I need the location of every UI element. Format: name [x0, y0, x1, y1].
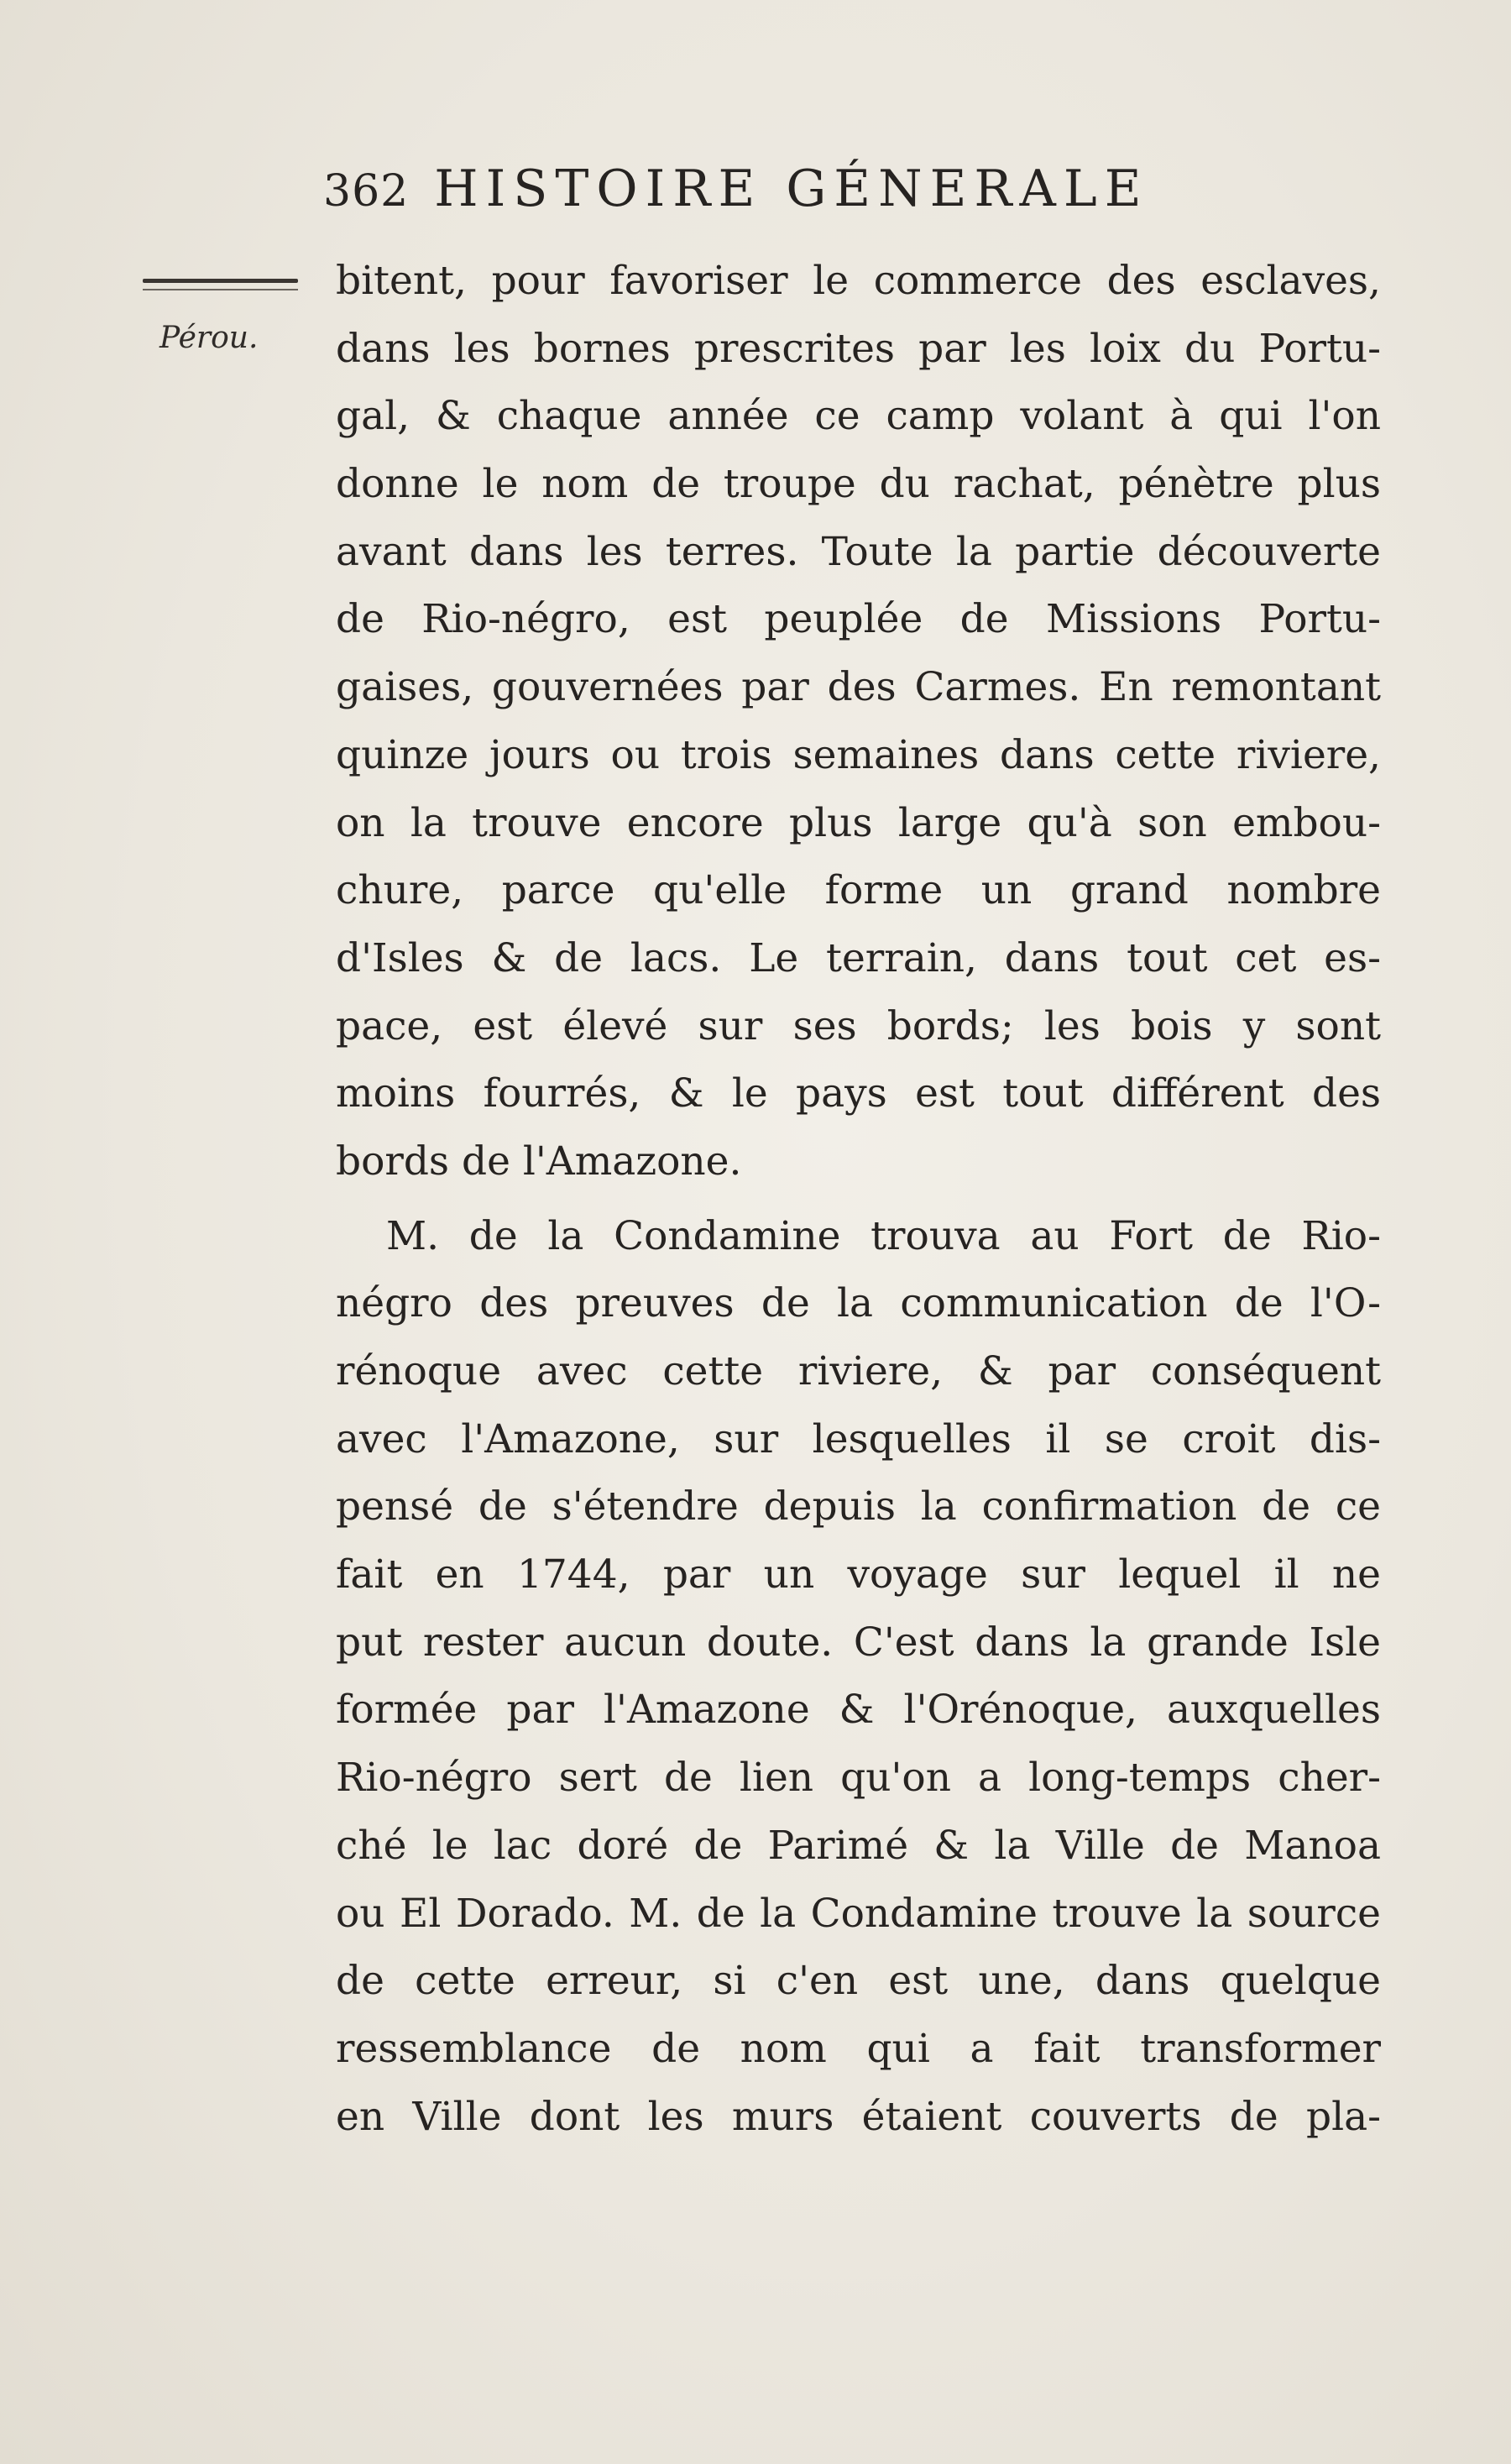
text-line: moins fourrés, & le pays est tout différent des	[336, 1070, 1381, 1117]
text-line: quinze jours ou trois semaines dans cette riviere,	[336, 731, 1381, 778]
paragraph-1	[336, 248, 1381, 1196]
text-line: put rester aucun doute. C'est dans la grande Isle	[336, 1619, 1381, 1666]
text-line: avant dans les terres. Toute la partie découverte	[336, 528, 1381, 575]
text-line: négro des preuves de la communication de l'O-	[336, 1280, 1381, 1327]
text-line: rénoque avec cette riviere, & par conséquent	[336, 1348, 1381, 1394]
text-line: M. de la Condamine trouva au Fort de Rio-	[386, 1212, 1381, 1259]
margin-rule	[143, 279, 298, 283]
text-line: on la trouve encore plus large qu'à son embou-	[336, 799, 1381, 846]
text-line: ché le lac doré de Parimé & la Ville de Manoa	[336, 1822, 1381, 1869]
text-line: Rio-négro sert de lien qu'on a long-temps cher-	[336, 1755, 1381, 1802]
running-title: HISTOIRE GÉNERALE	[434, 160, 1149, 218]
text-line: de Rio-négro, est peuplée de Missions Portu-	[336, 596, 1381, 643]
margin-note: Pérou.	[159, 321, 259, 355]
text-line: ressemblance de nom qui a fait transformer	[336, 2025, 1381, 2072]
text-line: en Ville dont les murs étaient couverts de pla-	[336, 2093, 1381, 2140]
text-line: chure, parce qu'elle forme un grand nombre	[336, 867, 1381, 914]
text-line: fait en 1744, par un voyage sur lequel il ne	[336, 1551, 1381, 1598]
body-text	[336, 248, 1381, 2151]
text-line: gaises, gouvernées par des Carmes. En remontant	[336, 664, 1381, 711]
text-line: d'Isles & de lacs. Le terrain, dans tout cet es-	[336, 934, 1381, 981]
text-line: avec l'Amazone, sur lesquelles il se croit dis-	[336, 1415, 1381, 1462]
page-number: 362	[323, 166, 410, 217]
text-line: bitent, pour favoriser le commerce des esclaves,	[336, 258, 1381, 304]
page-header	[323, 160, 1247, 227]
text-line: donne le nom de troupe du rachat, pénètre plus	[336, 461, 1381, 508]
text-line: pace, est élevé sur ses bords; les bois y sont	[336, 1002, 1381, 1049]
text-line: pensé de s'étendre depuis la confirmation de ce	[336, 1483, 1381, 1530]
paragraph-gap	[336, 1196, 1381, 1203]
text-line: dans les bornes prescrites par les loix du Portu-	[336, 325, 1381, 372]
text-line: de cette erreur, si c'en est une, dans quelque	[336, 1958, 1381, 2005]
text-line: ou El Dorado. M. de la Condamine trouve la source	[336, 1890, 1381, 1937]
margin-rule-thin	[143, 289, 298, 290]
paragraph-2	[336, 1203, 1381, 2152]
text-line: formée par l'Amazone & l'Orénoque, auxquelles	[336, 1687, 1381, 1734]
text-line: gal, & chaque année ce camp volant à qui l'on	[336, 393, 1381, 440]
text-line: bords de l'Amazone.	[336, 1138, 742, 1185]
